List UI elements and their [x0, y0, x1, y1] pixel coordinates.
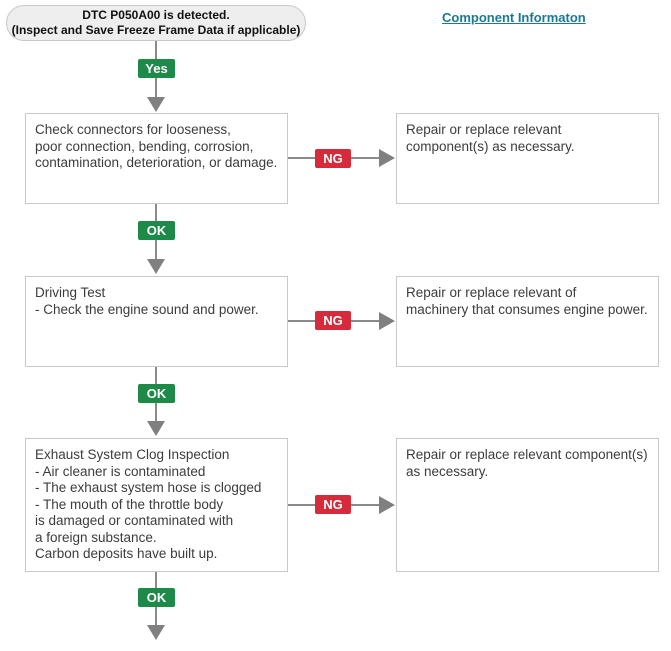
- step-text-line: Repair or replace relevant component(s): [406, 447, 648, 462]
- step-text-line: Repair or replace relevant of: [406, 285, 577, 300]
- ok-badge: OK: [138, 384, 175, 403]
- step-text-line: Repair or replace relevant: [406, 122, 562, 137]
- ng-badge: NG: [315, 495, 351, 514]
- step-text-line: as necessary.: [406, 463, 489, 479]
- step-text-line: machinery that consumes engine power.: [406, 301, 648, 317]
- step-text-line: a foreign substance.: [35, 529, 157, 545]
- start-title: DTC P050A00 is detected.: [82, 8, 230, 22]
- step-text-line: Check connectors for looseness,: [35, 122, 231, 137]
- arrow-right-icon: [379, 496, 395, 514]
- check-box-exhaust-clog: [25, 438, 288, 572]
- step-text-line: - The exhaust system hose is clogged: [35, 480, 262, 495]
- ok-badge: OK: [138, 221, 175, 240]
- ng-badge: NG: [315, 149, 351, 168]
- arrow-down-icon: [147, 259, 165, 274]
- check-box-driving-test: [25, 276, 288, 367]
- arrow-right-icon: [379, 149, 395, 167]
- arrow-down-icon: [147, 421, 165, 436]
- step-text-line: poor connection, bending, corrosion,: [35, 138, 254, 154]
- step-text-line: Carbon deposits have built up.: [35, 546, 218, 561]
- step-text-line: - Check the engine sound and power.: [35, 301, 259, 317]
- step-text-line: - Air cleaner is contaminated: [35, 463, 206, 479]
- component-information-link[interactable]: Component Informaton: [442, 10, 586, 25]
- start-subtitle: (Inspect and Save Freeze Frame Data if applicable): [11, 23, 301, 37]
- repair-box-exhaust: [396, 438, 659, 572]
- arrow-down-icon: [147, 625, 165, 640]
- start-node: [6, 5, 306, 41]
- arrow-down-icon: [147, 97, 165, 112]
- repair-box-components: [396, 113, 659, 204]
- step-text-line: component(s) as necessary.: [406, 138, 575, 154]
- check-box-connectors: [25, 113, 288, 204]
- ok-badge: OK: [138, 588, 175, 607]
- step-text-line: contamination, deterioration, or damage.: [35, 155, 278, 170]
- step-text-line: Exhaust System Clog Inspection: [35, 447, 230, 462]
- step-text-line: - The mouth of the throttle body: [35, 496, 224, 512]
- step-text-line: Driving Test: [35, 285, 106, 300]
- arrow-right-icon: [379, 312, 395, 330]
- yes-badge: Yes: [138, 59, 175, 78]
- ng-badge: NG: [315, 311, 351, 330]
- step-text-line: is damaged or contaminated with: [35, 513, 234, 528]
- repair-box-machinery: [396, 276, 659, 367]
